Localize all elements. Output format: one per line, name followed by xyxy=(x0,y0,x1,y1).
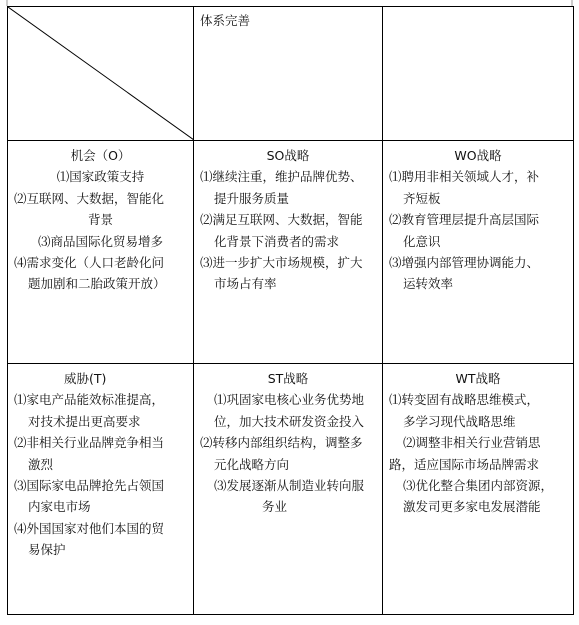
st-line-6: 务业 xyxy=(262,499,288,515)
so-line-5: ⑶进一步扩大市场规模，扩大 xyxy=(200,255,363,271)
header-cell-middle xyxy=(194,7,383,141)
header-cell-right xyxy=(383,7,574,141)
wt-line-4: 路，适应国际市场品牌需求 xyxy=(389,456,540,472)
swot-matrix-table xyxy=(7,6,574,615)
threats-line-8: 易保护 xyxy=(28,542,66,558)
threats-line-5: ⑶国际家电品牌抢先占领国 xyxy=(14,478,165,494)
opportunities-line-6: 题加剧和二胎政策开放） xyxy=(28,276,166,292)
opportunities-cell xyxy=(8,141,194,364)
so-strategy-cell xyxy=(194,141,383,364)
opportunities-line-4: ⑶商品国际化贸易增多 xyxy=(37,233,163,249)
wo-line-2: 齐短板 xyxy=(403,190,441,206)
wo-line-4: 化意识 xyxy=(403,233,441,249)
threats-line-2: 对技术提出更高要求 xyxy=(28,413,141,429)
st-line-3: ⑵转移内部组织结构，调整多 xyxy=(200,435,363,451)
so-line-6: 市场占有率 xyxy=(214,276,277,292)
wt-strategy-cell xyxy=(383,364,574,615)
wo-line-1: ⑴聘用非相关领域人才，补 xyxy=(389,169,540,185)
opportunities-line-5: ⑷需求变化（人口老龄化问 xyxy=(14,255,165,271)
diagonal-corner-cell xyxy=(8,7,194,141)
threats-line-4: 激烈 xyxy=(28,456,54,472)
threats-cell xyxy=(8,364,194,615)
so-line-4: 化背景下消费者的需求 xyxy=(214,233,340,249)
threats-line-3: ⑵非相关行业品牌竞争相当 xyxy=(14,435,165,451)
opportunities-line-2: ⑵互联网、大数据，智能化 xyxy=(14,190,165,206)
st-title: ST战略 xyxy=(267,371,309,386)
wt-title: WT战略 xyxy=(455,371,501,386)
st-line-5: ⑶发展逐渐从制造业转向服 xyxy=(214,478,365,494)
header-middle-text: 体系完善 xyxy=(200,13,251,28)
so-line-1: ⑴继续注重，维护品牌优势、 xyxy=(200,169,363,185)
so-line-3: ⑵满足互联网、大数据，智能 xyxy=(200,212,363,228)
threats-title: 威胁(T) xyxy=(64,371,107,386)
wt-line-5: ⑶优化整合集团内部资源， xyxy=(403,478,554,494)
threats-line-6: 内家电市场 xyxy=(28,499,91,515)
threats-line-7: ⑷外国国家对他们本国的贸 xyxy=(14,520,165,536)
wt-line-2: 多学习现代战略思维 xyxy=(403,413,516,429)
st-line-4: 元化战略方向 xyxy=(214,456,290,472)
st-line-2: 位，加大技术研发资金投入 xyxy=(214,413,365,429)
opportunities-line-1: ⑴国家政策支持 xyxy=(56,169,145,185)
so-title: SO战略 xyxy=(266,148,310,163)
table-row xyxy=(8,7,574,141)
wo-line-3: ⑵教育管理层提升高层国际 xyxy=(389,212,540,228)
wo-line-5: ⑶增强内部管理协调能力、 xyxy=(389,255,540,271)
threats-line-1: ⑴家电产品能效标准提高， xyxy=(14,392,165,408)
opportunities-line-3: 背景 xyxy=(87,212,113,228)
opportunities-title: 机会（O） xyxy=(70,148,131,163)
st-line-1: ⑴巩固家电核心业务优势地 xyxy=(214,392,365,408)
wt-line-1: ⑴转变固有战略思维模式， xyxy=(389,392,540,408)
wt-line-3: ⑵调整非相关行业营销思 xyxy=(403,435,541,451)
table-row xyxy=(8,364,574,615)
wo-title: WO战略 xyxy=(454,148,502,163)
st-strategy-cell xyxy=(194,364,383,615)
table-row xyxy=(8,141,574,364)
wo-strategy-cell xyxy=(383,141,574,364)
header-right-text xyxy=(383,7,573,10)
wt-line-6: 激发司更多家电发展潜能 xyxy=(403,499,541,515)
so-line-2: 提升服务质量 xyxy=(214,190,290,206)
diagonal-line xyxy=(8,7,194,140)
wo-line-6: 运转效率 xyxy=(403,276,454,292)
